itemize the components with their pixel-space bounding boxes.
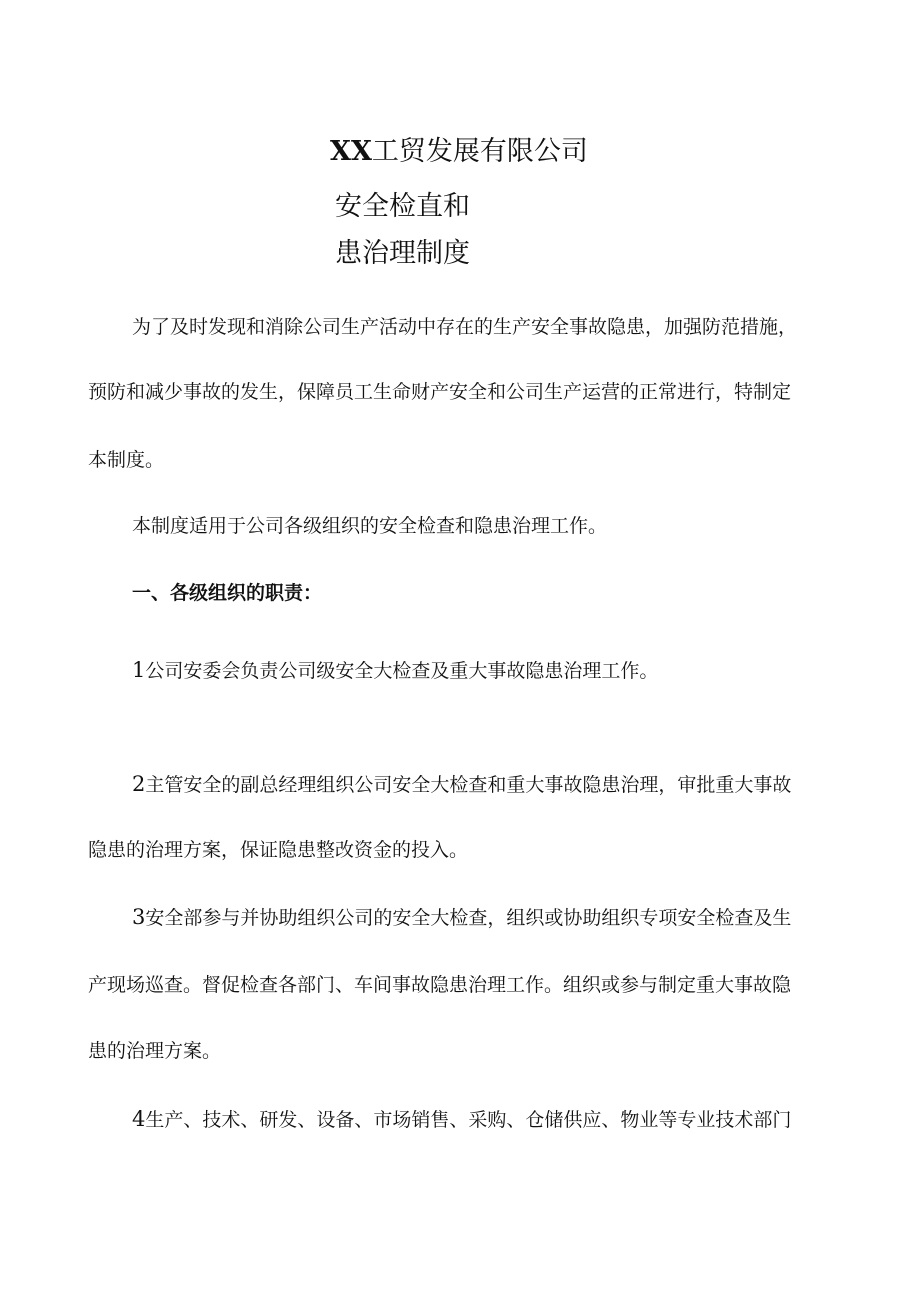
intro-paragraph-line-1: 为了及时发现和消除公司生产活动中存在的生产安全事故隐患，加强防范措施， xyxy=(132,316,798,338)
list-item-4 xyxy=(88,1086,878,1153)
list-item-2-continuation: 隐患的治理方案，保证隐患整改资金的投入。 xyxy=(88,839,469,861)
company-title-prefix: XX xyxy=(330,136,372,167)
scope-paragraph: 本制度适用于公司各级组织的安全检查和隐患治理工作。 xyxy=(132,515,608,537)
document-title-line-2: 患治理制度 xyxy=(335,238,470,269)
list-item-number: 1 xyxy=(132,658,146,682)
list-item-text: 安全部参与并协助组织公司的安全大检查，组织或协助组织专项安全检查及生 xyxy=(145,907,792,929)
list-item-1 xyxy=(88,637,878,704)
list-item-number: 2 xyxy=(132,772,146,796)
list-item-2 xyxy=(88,751,878,818)
document-title-line-1: 安全检直和 xyxy=(335,191,470,222)
list-item-text: 公司安委会负责公司级安全大检查及重大事故隐患治理工作。 xyxy=(145,660,659,682)
intro-paragraph-line-3: 本制度。 xyxy=(88,449,165,471)
list-item-3 xyxy=(88,884,878,951)
list-item-3-continuation-1: 产现场巡查。督促检查各部门、车间事故隐患治理工作。组织或参与制定重大事故隐 xyxy=(88,974,792,996)
list-item-text: 生产、技术、研发、设备、市场销售、采购、仓储供应、物业等专业技术部门 xyxy=(145,1109,792,1131)
list-item-number: 4 xyxy=(132,1107,146,1131)
list-item-3-continuation-2: 患的治理方案。 xyxy=(88,1040,222,1062)
intro-paragraph-line-2: 预防和减少事故的发生，保障员工生命财产安全和公司生产运营的正常进行，特制定 xyxy=(88,381,792,403)
list-item-number: 3 xyxy=(132,905,146,929)
list-item-text: 主管安全的副总经理组织公司安全大检查和重大事故隐患治理，审批重大事故 xyxy=(145,774,792,796)
company-title xyxy=(330,133,588,171)
section-heading-responsibilities: 一、各级组织的职责： xyxy=(132,582,323,604)
company-title-suffix: 工贸发展有限公司 xyxy=(371,136,588,167)
